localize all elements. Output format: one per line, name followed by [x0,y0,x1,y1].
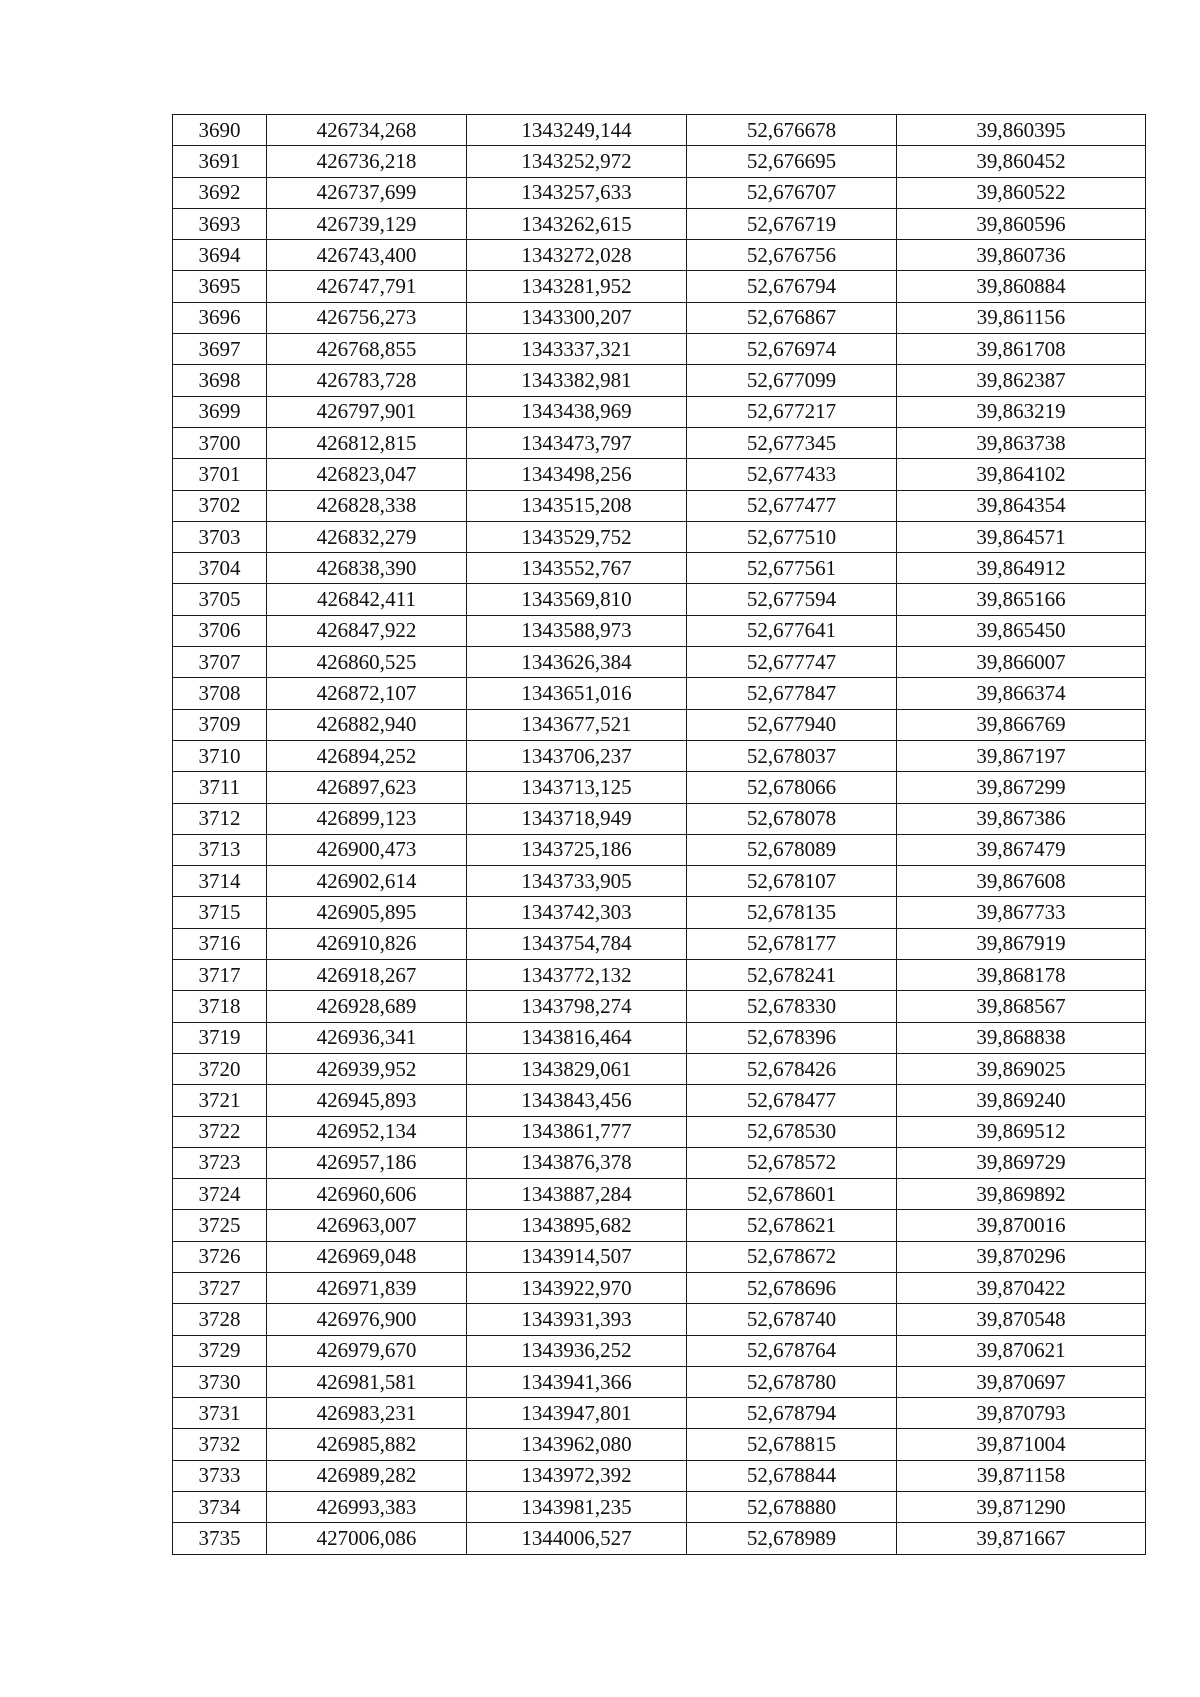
point-number-cell: 3705 [173,584,267,615]
latitude-cell: 52,678426 [687,1053,897,1084]
latitude-cell: 52,678844 [687,1460,897,1491]
longitude-cell: 39,861708 [897,334,1146,365]
y-coordinate-cell: 1343718,949 [467,803,687,834]
point-number-cell: 3729 [173,1335,267,1366]
latitude-cell: 52,677940 [687,709,897,740]
longitude-cell: 39,863738 [897,427,1146,458]
x-coordinate-cell: 426985,882 [267,1429,467,1460]
latitude-cell: 52,678989 [687,1523,897,1554]
point-number-cell: 3710 [173,740,267,771]
latitude-cell: 52,676719 [687,208,897,239]
y-coordinate-cell: 1343772,132 [467,960,687,991]
y-coordinate-cell: 1343529,752 [467,521,687,552]
x-coordinate-cell: 426976,900 [267,1304,467,1335]
table-row [173,115,1146,146]
table-row [173,1366,1146,1397]
coordinates-table-body [173,115,1146,1555]
latitude-cell: 52,677433 [687,459,897,490]
y-coordinate-cell: 1343257,633 [467,177,687,208]
point-number-cell: 3704 [173,553,267,584]
longitude-cell: 39,867299 [897,772,1146,803]
table-row [173,1210,1146,1241]
x-coordinate-cell: 426847,922 [267,615,467,646]
y-coordinate-cell: 1343262,615 [467,208,687,239]
table-row [173,1022,1146,1053]
table-row [173,615,1146,646]
y-coordinate-cell: 1343843,456 [467,1085,687,1116]
x-coordinate-cell: 426981,581 [267,1366,467,1397]
latitude-cell: 52,676695 [687,146,897,177]
x-coordinate-cell: 426737,699 [267,177,467,208]
x-coordinate-cell: 426812,815 [267,427,467,458]
point-number-cell: 3728 [173,1304,267,1335]
longitude-cell: 39,860596 [897,208,1146,239]
x-coordinate-cell: 426894,252 [267,740,467,771]
table-row [173,146,1146,177]
x-coordinate-cell: 426918,267 [267,960,467,991]
x-coordinate-cell: 426899,123 [267,803,467,834]
y-coordinate-cell: 1343936,252 [467,1335,687,1366]
latitude-cell: 52,678530 [687,1116,897,1147]
y-coordinate-cell: 1343272,028 [467,240,687,271]
y-coordinate-cell: 1343498,256 [467,459,687,490]
point-number-cell: 3723 [173,1147,267,1178]
table-row [173,427,1146,458]
x-coordinate-cell: 426993,383 [267,1492,467,1523]
latitude-cell: 52,678672 [687,1241,897,1272]
table-row [173,709,1146,740]
table-row [173,334,1146,365]
y-coordinate-cell: 1343473,797 [467,427,687,458]
point-number-cell: 3700 [173,427,267,458]
table-row [173,740,1146,771]
y-coordinate-cell: 1343798,274 [467,991,687,1022]
x-coordinate-cell: 426905,895 [267,897,467,928]
latitude-cell: 52,677217 [687,396,897,427]
latitude-cell: 52,678794 [687,1398,897,1429]
y-coordinate-cell: 1343947,801 [467,1398,687,1429]
longitude-cell: 39,860884 [897,271,1146,302]
latitude-cell: 52,676794 [687,271,897,302]
point-number-cell: 3698 [173,365,267,396]
table-row [173,302,1146,333]
table-row [173,1335,1146,1366]
point-number-cell: 3703 [173,521,267,552]
y-coordinate-cell: 1343754,784 [467,928,687,959]
point-number-cell: 3692 [173,177,267,208]
longitude-cell: 39,870697 [897,1366,1146,1397]
longitude-cell: 39,867733 [897,897,1146,928]
table-row [173,396,1146,427]
y-coordinate-cell: 1343569,810 [467,584,687,615]
table-row [173,1179,1146,1210]
longitude-cell: 39,862387 [897,365,1146,396]
x-coordinate-cell: 426860,525 [267,647,467,678]
longitude-cell: 39,871158 [897,1460,1146,1491]
latitude-cell: 52,678177 [687,928,897,959]
x-coordinate-cell: 426960,606 [267,1179,467,1210]
latitude-cell: 52,677747 [687,647,897,678]
latitude-cell: 52,677641 [687,615,897,646]
point-number-cell: 3707 [173,647,267,678]
point-number-cell: 3693 [173,208,267,239]
longitude-cell: 39,861156 [897,302,1146,333]
table-row [173,490,1146,521]
table-row [173,803,1146,834]
point-number-cell: 3699 [173,396,267,427]
point-number-cell: 3732 [173,1429,267,1460]
x-coordinate-cell: 427006,086 [267,1523,467,1554]
point-number-cell: 3727 [173,1272,267,1303]
table-row [173,1460,1146,1491]
table-row [173,960,1146,991]
y-coordinate-cell: 1343972,392 [467,1460,687,1491]
latitude-cell: 52,677099 [687,365,897,396]
y-coordinate-cell: 1343725,186 [467,834,687,865]
table-row [173,1492,1146,1523]
longitude-cell: 39,870422 [897,1272,1146,1303]
longitude-cell: 39,870621 [897,1335,1146,1366]
table-row [173,1304,1146,1335]
latitude-cell: 52,678107 [687,866,897,897]
point-number-cell: 3713 [173,834,267,865]
point-number-cell: 3734 [173,1492,267,1523]
point-number-cell: 3724 [173,1179,267,1210]
point-number-cell: 3701 [173,459,267,490]
latitude-cell: 52,678572 [687,1147,897,1178]
table-row [173,1241,1146,1272]
y-coordinate-cell: 1343713,125 [467,772,687,803]
longitude-cell: 39,868567 [897,991,1146,1022]
point-number-cell: 3702 [173,490,267,521]
latitude-cell: 52,676707 [687,177,897,208]
longitude-cell: 39,865166 [897,584,1146,615]
table-row [173,1116,1146,1147]
point-number-cell: 3708 [173,678,267,709]
x-coordinate-cell: 426928,689 [267,991,467,1022]
latitude-cell: 52,677345 [687,427,897,458]
latitude-cell: 52,678396 [687,1022,897,1053]
x-coordinate-cell: 426936,341 [267,1022,467,1053]
latitude-cell: 52,678330 [687,991,897,1022]
longitude-cell: 39,864354 [897,490,1146,521]
x-coordinate-cell: 426957,186 [267,1147,467,1178]
longitude-cell: 39,863219 [897,396,1146,427]
table-row [173,678,1146,709]
latitude-cell: 52,678740 [687,1304,897,1335]
point-number-cell: 3731 [173,1398,267,1429]
point-number-cell: 3722 [173,1116,267,1147]
longitude-cell: 39,869512 [897,1116,1146,1147]
longitude-cell: 39,860395 [897,115,1146,146]
latitude-cell: 52,678764 [687,1335,897,1366]
longitude-cell: 39,871004 [897,1429,1146,1460]
latitude-cell: 52,677477 [687,490,897,521]
table-row [173,1398,1146,1429]
longitude-cell: 39,866769 [897,709,1146,740]
latitude-cell: 52,678477 [687,1085,897,1116]
table-row [173,772,1146,803]
y-coordinate-cell: 1343588,973 [467,615,687,646]
latitude-cell: 52,678089 [687,834,897,865]
y-coordinate-cell: 1343382,981 [467,365,687,396]
x-coordinate-cell: 426897,623 [267,772,467,803]
point-number-cell: 3715 [173,897,267,928]
y-coordinate-cell: 1343249,144 [467,115,687,146]
y-coordinate-cell: 1343931,393 [467,1304,687,1335]
y-coordinate-cell: 1343252,972 [467,146,687,177]
longitude-cell: 39,864571 [897,521,1146,552]
table-row [173,1523,1146,1554]
longitude-cell: 39,871290 [897,1492,1146,1523]
longitude-cell: 39,869892 [897,1179,1146,1210]
longitude-cell: 39,867919 [897,928,1146,959]
latitude-cell: 52,678066 [687,772,897,803]
latitude-cell: 52,678241 [687,960,897,991]
table-row [173,521,1146,552]
y-coordinate-cell: 1343861,777 [467,1116,687,1147]
x-coordinate-cell: 426739,129 [267,208,467,239]
point-number-cell: 3725 [173,1210,267,1241]
point-number-cell: 3696 [173,302,267,333]
longitude-cell: 39,865450 [897,615,1146,646]
longitude-cell: 39,864102 [897,459,1146,490]
x-coordinate-cell: 426939,952 [267,1053,467,1084]
table-row [173,897,1146,928]
latitude-cell: 52,678621 [687,1210,897,1241]
x-coordinate-cell: 426832,279 [267,521,467,552]
longitude-cell: 39,867479 [897,834,1146,865]
latitude-cell: 52,678815 [687,1429,897,1460]
point-number-cell: 3712 [173,803,267,834]
coordinates-table [172,114,1146,1555]
longitude-cell: 39,870793 [897,1398,1146,1429]
longitude-cell: 39,869025 [897,1053,1146,1084]
latitude-cell: 52,678696 [687,1272,897,1303]
table-row [173,208,1146,239]
table-row [173,271,1146,302]
point-number-cell: 3709 [173,709,267,740]
latitude-cell: 52,676756 [687,240,897,271]
latitude-cell: 52,678780 [687,1366,897,1397]
x-coordinate-cell: 426747,791 [267,271,467,302]
y-coordinate-cell: 1343438,969 [467,396,687,427]
point-number-cell: 3726 [173,1241,267,1272]
x-coordinate-cell: 426743,400 [267,240,467,271]
y-coordinate-cell: 1343300,207 [467,302,687,333]
y-coordinate-cell: 1343706,237 [467,740,687,771]
y-coordinate-cell: 1343651,016 [467,678,687,709]
latitude-cell: 52,676678 [687,115,897,146]
longitude-cell: 39,870548 [897,1304,1146,1335]
x-coordinate-cell: 426971,839 [267,1272,467,1303]
y-coordinate-cell: 1343337,321 [467,334,687,365]
longitude-cell: 39,869729 [897,1147,1146,1178]
longitude-cell: 39,867197 [897,740,1146,771]
table-row [173,834,1146,865]
latitude-cell: 52,678037 [687,740,897,771]
point-number-cell: 3720 [173,1053,267,1084]
point-number-cell: 3735 [173,1523,267,1554]
x-coordinate-cell: 426952,134 [267,1116,467,1147]
x-coordinate-cell: 426910,826 [267,928,467,959]
y-coordinate-cell: 1343742,303 [467,897,687,928]
table-row [173,991,1146,1022]
x-coordinate-cell: 426963,007 [267,1210,467,1241]
y-coordinate-cell: 1343914,507 [467,1241,687,1272]
y-coordinate-cell: 1343626,384 [467,647,687,678]
point-number-cell: 3733 [173,1460,267,1491]
table-row [173,1147,1146,1178]
point-number-cell: 3716 [173,928,267,959]
y-coordinate-cell: 1343281,952 [467,271,687,302]
y-coordinate-cell: 1344006,527 [467,1523,687,1554]
table-row [173,584,1146,615]
longitude-cell: 39,870016 [897,1210,1146,1241]
point-number-cell: 3695 [173,271,267,302]
point-number-cell: 3718 [173,991,267,1022]
x-coordinate-cell: 426872,107 [267,678,467,709]
table-row [173,365,1146,396]
y-coordinate-cell: 1343816,464 [467,1022,687,1053]
y-coordinate-cell: 1343895,682 [467,1210,687,1241]
y-coordinate-cell: 1343515,208 [467,490,687,521]
longitude-cell: 39,871667 [897,1523,1146,1554]
y-coordinate-cell: 1343876,378 [467,1147,687,1178]
point-number-cell: 3706 [173,615,267,646]
longitude-cell: 39,860452 [897,146,1146,177]
table-row [173,928,1146,959]
x-coordinate-cell: 426979,670 [267,1335,467,1366]
latitude-cell: 52,677847 [687,678,897,709]
y-coordinate-cell: 1343981,235 [467,1492,687,1523]
point-number-cell: 3730 [173,1366,267,1397]
longitude-cell: 39,860736 [897,240,1146,271]
x-coordinate-cell: 426838,390 [267,553,467,584]
y-coordinate-cell: 1343677,521 [467,709,687,740]
table-row [173,1053,1146,1084]
latitude-cell: 52,676867 [687,302,897,333]
table-row [173,647,1146,678]
table-row [173,1272,1146,1303]
x-coordinate-cell: 426768,855 [267,334,467,365]
point-number-cell: 3717 [173,960,267,991]
y-coordinate-cell: 1343829,061 [467,1053,687,1084]
point-number-cell: 3690 [173,115,267,146]
x-coordinate-cell: 426797,901 [267,396,467,427]
x-coordinate-cell: 426882,940 [267,709,467,740]
latitude-cell: 52,677561 [687,553,897,584]
x-coordinate-cell: 426902,614 [267,866,467,897]
longitude-cell: 39,870296 [897,1241,1146,1272]
table-row [173,553,1146,584]
table-row [173,1085,1146,1116]
x-coordinate-cell: 426734,268 [267,115,467,146]
x-coordinate-cell: 426983,231 [267,1398,467,1429]
longitude-cell: 39,864912 [897,553,1146,584]
y-coordinate-cell: 1343922,970 [467,1272,687,1303]
point-number-cell: 3719 [173,1022,267,1053]
point-number-cell: 3711 [173,772,267,803]
point-number-cell: 3697 [173,334,267,365]
longitude-cell: 39,860522 [897,177,1146,208]
point-number-cell: 3691 [173,146,267,177]
latitude-cell: 52,677594 [687,584,897,615]
table-row [173,1429,1146,1460]
y-coordinate-cell: 1343733,905 [467,866,687,897]
y-coordinate-cell: 1343887,284 [467,1179,687,1210]
latitude-cell: 52,678880 [687,1492,897,1523]
table-row [173,177,1146,208]
x-coordinate-cell: 426823,047 [267,459,467,490]
longitude-cell: 39,866007 [897,647,1146,678]
latitude-cell: 52,678601 [687,1179,897,1210]
longitude-cell: 39,868178 [897,960,1146,991]
point-number-cell: 3714 [173,866,267,897]
latitude-cell: 52,676974 [687,334,897,365]
table-row [173,240,1146,271]
y-coordinate-cell: 1343962,080 [467,1429,687,1460]
x-coordinate-cell: 426828,338 [267,490,467,521]
x-coordinate-cell: 426842,411 [267,584,467,615]
y-coordinate-cell: 1343552,767 [467,553,687,584]
table-row [173,459,1146,490]
longitude-cell: 39,868838 [897,1022,1146,1053]
point-number-cell: 3694 [173,240,267,271]
y-coordinate-cell: 1343941,366 [467,1366,687,1397]
longitude-cell: 39,867608 [897,866,1146,897]
longitude-cell: 39,867386 [897,803,1146,834]
latitude-cell: 52,678078 [687,803,897,834]
x-coordinate-cell: 426736,218 [267,146,467,177]
longitude-cell: 39,869240 [897,1085,1146,1116]
x-coordinate-cell: 426969,048 [267,1241,467,1272]
latitude-cell: 52,677510 [687,521,897,552]
x-coordinate-cell: 426900,473 [267,834,467,865]
x-coordinate-cell: 426989,282 [267,1460,467,1491]
point-number-cell: 3721 [173,1085,267,1116]
longitude-cell: 39,866374 [897,678,1146,709]
latitude-cell: 52,678135 [687,897,897,928]
x-coordinate-cell: 426945,893 [267,1085,467,1116]
x-coordinate-cell: 426783,728 [267,365,467,396]
x-coordinate-cell: 426756,273 [267,302,467,333]
table-row [173,866,1146,897]
